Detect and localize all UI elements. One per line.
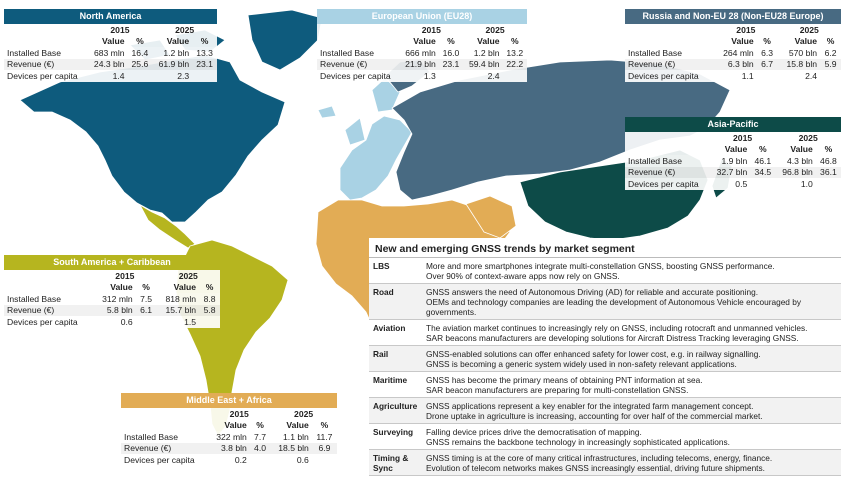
trends-panel	[369, 238, 841, 479]
trend-segment: Rail	[373, 349, 389, 359]
stat-label: Installed Base	[625, 155, 710, 167]
stat-label: Revenue (€)	[625, 167, 710, 179]
stat-label: Devices per capita	[625, 178, 710, 190]
value-2025: 4.3 bln	[775, 155, 815, 167]
pct-2015: 7.7	[250, 431, 270, 443]
pct-2015	[757, 70, 778, 82]
col-pct: %	[312, 420, 337, 432]
trend-line: Over 90% of context-aware apps now rely on GNSS.	[426, 271, 620, 281]
col-pct: %	[820, 36, 841, 48]
trend-row	[369, 450, 841, 476]
pct-2015	[250, 454, 270, 466]
pct-2025: 5.9	[820, 59, 841, 71]
pct-2025: 36.1	[816, 167, 841, 179]
value-2025: 61.9 bln	[152, 59, 192, 71]
value-2015: 0.6	[93, 316, 136, 328]
stat-row	[625, 178, 841, 190]
pct-2015: 16.4	[128, 47, 153, 59]
stat-row	[121, 431, 337, 443]
region-card-north-america	[4, 9, 217, 82]
col-value: Value	[714, 36, 757, 48]
col-value: Value	[778, 36, 821, 48]
stat-row	[625, 59, 841, 71]
value-2015: 683 mln	[88, 47, 128, 59]
region-title: European Union (EU28)	[317, 9, 527, 24]
stat-row	[4, 293, 220, 305]
pct-2015: 4.0	[250, 443, 270, 455]
stat-row	[317, 59, 527, 71]
pct-2025: 23.1	[192, 59, 217, 71]
stat-row	[4, 316, 220, 328]
trend-segment: Road	[373, 287, 394, 297]
col-value: Value	[775, 144, 815, 156]
value-2025: 1.1 bln	[270, 431, 312, 443]
trend-row	[369, 424, 841, 450]
region-title: Asia-Pacific	[625, 117, 841, 132]
trend-row	[369, 346, 841, 372]
year-2025-header: 2025	[157, 270, 220, 282]
col-value: Value	[463, 36, 502, 48]
pct-2025	[199, 316, 220, 328]
trend-segment: Surveying	[373, 427, 414, 437]
trend-text	[426, 424, 841, 449]
trend-line: GNSS answers the need of Autonomous Driving (AD) for reliable and accurate positioning.	[426, 287, 759, 297]
trend-line: More and more smartphones integrate multi-constellation GNSS, boosting GNSS performance.	[426, 261, 775, 271]
col-value: Value	[93, 282, 136, 294]
stat-label: Installed Base	[4, 293, 93, 305]
trend-line: GNSS-enabled solutions can offer enhanced safety for lower cost, e.g. in railway signalling.	[426, 349, 761, 359]
value-2015: 1.4	[88, 70, 128, 82]
year-2025-header: 2025	[778, 24, 841, 36]
value-2025: 59.4 bln	[463, 59, 502, 71]
col-pct: %	[136, 282, 157, 294]
trend-line: GNSS remains the backbone technology in increasingly sophisticated applications.	[426, 437, 730, 447]
pct-2025: 6.2	[820, 47, 841, 59]
region-stats-table	[317, 24, 527, 82]
trend-row	[369, 372, 841, 398]
value-2015: 1.3	[399, 70, 438, 82]
trend-line: Drone uptake in agriculture is increasing, accounting for over half of the commercial market.	[426, 411, 763, 421]
stat-row	[625, 155, 841, 167]
region-card-asia-pacific	[625, 117, 841, 190]
pct-2015: 34.5	[750, 167, 775, 179]
region-card-russia	[625, 9, 841, 82]
stat-label: Revenue (€)	[317, 59, 399, 71]
pct-2015: 6.1	[136, 305, 157, 317]
value-2025: 1.5	[157, 316, 200, 328]
col-pct: %	[816, 144, 841, 156]
col-pct: %	[439, 36, 463, 48]
value-2015: 5.8 bln	[93, 305, 136, 317]
stat-row	[121, 443, 337, 455]
col-pct: %	[757, 36, 778, 48]
value-2025: 1.2 bln	[463, 47, 502, 59]
value-2025: 2.4	[778, 70, 821, 82]
stat-row	[625, 47, 841, 59]
trend-line: SAR beacon manufacturers are preparing for multi-constellation GNSS.	[426, 385, 689, 395]
region-card-middle-east-africa	[121, 393, 337, 466]
stat-row	[4, 47, 217, 59]
pct-2025: 46.8	[816, 155, 841, 167]
pct-2025	[503, 70, 527, 82]
region-card-eu	[317, 9, 527, 82]
year-2025-header: 2025	[152, 24, 217, 36]
year-2015-header: 2015	[714, 24, 777, 36]
col-pct: %	[750, 144, 775, 156]
year-2015-header: 2015	[710, 132, 776, 144]
col-pct: %	[250, 420, 270, 432]
pct-2025: 6.9	[312, 443, 337, 455]
value-2025: 570 bln	[778, 47, 821, 59]
pct-2015	[750, 178, 775, 190]
col-value: Value	[152, 36, 192, 48]
trend-segment: Agriculture	[373, 401, 418, 411]
trend-line: Falling device prices drive the democratisation of mapping.	[426, 427, 642, 437]
stat-label: Installed Base	[121, 431, 208, 443]
trend-segment: Aviation	[373, 323, 406, 333]
stat-label: Devices per capita	[121, 454, 208, 466]
pct-2015: 23.1	[439, 59, 463, 71]
year-2015-header: 2015	[399, 24, 463, 36]
value-2015: 24.3 bln	[88, 59, 128, 71]
trends-title: New and emerging GNSS trends by market segment	[369, 238, 841, 258]
stat-row	[317, 70, 527, 82]
value-2015: 0.2	[208, 454, 250, 466]
stat-row	[4, 305, 220, 317]
pct-2015: 7.5	[136, 293, 157, 305]
value-2015: 1.9 bln	[710, 155, 750, 167]
region-stats-table	[625, 24, 841, 82]
pct-2025: 8.8	[199, 293, 220, 305]
region-title: North America	[4, 9, 217, 24]
trend-row	[369, 258, 841, 284]
stat-row	[4, 59, 217, 71]
trend-segment: Maritime	[373, 375, 408, 385]
stat-row	[121, 454, 337, 466]
trend-text	[426, 284, 841, 319]
trend-line: OEMs and technology companies are leading the development of Autonomous Vehicle encouraged by governments.	[426, 297, 801, 317]
pct-2015	[136, 316, 157, 328]
value-2025: 818 mln	[157, 293, 200, 305]
trend-line: GNSS applications represent a key enabler for the integrated farm management concept.	[426, 401, 754, 411]
year-2015-header: 2015	[208, 408, 270, 420]
trend-text	[426, 346, 841, 371]
stat-label: Installed Base	[4, 47, 88, 59]
trend-segment: LBS	[373, 261, 390, 271]
pct-2025: 22.2	[503, 59, 527, 71]
stat-label: Revenue (€)	[4, 59, 88, 71]
region-title: Middle East + Africa	[121, 393, 337, 408]
trend-line: The aviation market continues to increasingly rely on GNSS, including rotocraft and unmanned vehicles.	[426, 323, 808, 333]
trend-text	[426, 320, 841, 345]
col-value: Value	[270, 420, 312, 432]
col-value: Value	[88, 36, 128, 48]
value-2015: 6.3 bln	[714, 59, 757, 71]
trend-segment: Timing & Sync	[373, 453, 409, 473]
value-2025: 96.8 bln	[775, 167, 815, 179]
value-2015: 666 mln	[399, 47, 438, 59]
stat-label: Installed Base	[317, 47, 399, 59]
value-2015: 21.9 bln	[399, 59, 438, 71]
value-2025: 15.7 bln	[157, 305, 200, 317]
value-2015: 312 mln	[93, 293, 136, 305]
pct-2015: 25.6	[128, 59, 153, 71]
region-title: Russia and Non-EU 28 (Non-EU28 Europe)	[625, 9, 841, 24]
trend-line: GNSS is becoming a generic system widely used in non-safety relevant applications.	[426, 359, 737, 369]
trend-text	[426, 450, 841, 475]
trend-line: GNSS has become the primary means of obtaining PNT information at sea.	[426, 375, 703, 385]
stat-label: Devices per capita	[625, 70, 714, 82]
trend-row	[369, 284, 841, 320]
year-2015-header: 2015	[93, 270, 156, 282]
pct-2025: 13.2	[503, 47, 527, 59]
region-greenland	[248, 10, 322, 70]
stat-label: Revenue (€)	[4, 305, 93, 317]
trend-text	[426, 398, 841, 423]
value-2025: 1.0	[775, 178, 815, 190]
value-2015: 3.8 bln	[208, 443, 250, 455]
trend-row	[369, 320, 841, 346]
col-pct: %	[192, 36, 217, 48]
pct-2025	[816, 178, 841, 190]
value-2025: 1.2 bln	[152, 47, 192, 59]
value-2025: 2.4	[463, 70, 502, 82]
year-2025-header: 2025	[270, 408, 337, 420]
stat-label: Installed Base	[625, 47, 714, 59]
year-2025-header: 2025	[463, 24, 527, 36]
value-2015: 322 mln	[208, 431, 250, 443]
stat-row	[625, 70, 841, 82]
value-2015: 0.5	[710, 178, 750, 190]
region-card-south-america	[4, 255, 220, 328]
value-2015: 1.1	[714, 70, 757, 82]
trend-text	[426, 372, 841, 397]
pct-2015	[439, 70, 463, 82]
pct-2025	[192, 70, 217, 82]
pct-2015: 6.7	[757, 59, 778, 71]
value-2025: 2.3	[152, 70, 192, 82]
col-value: Value	[399, 36, 438, 48]
trends-list	[369, 258, 841, 476]
pct-2015: 6.3	[757, 47, 778, 59]
pct-2015: 16.0	[439, 47, 463, 59]
value-2015: 264 mln	[714, 47, 757, 59]
col-pct: %	[199, 282, 220, 294]
pct-2015	[128, 70, 153, 82]
stat-label: Devices per capita	[4, 70, 88, 82]
stat-label: Revenue (€)	[121, 443, 208, 455]
stat-row	[625, 167, 841, 179]
col-value: Value	[157, 282, 200, 294]
stat-label: Devices per capita	[317, 70, 399, 82]
pct-2025: 13.3	[192, 47, 217, 59]
pct-2025	[820, 70, 841, 82]
value-2025: 15.8 bln	[778, 59, 821, 71]
pct-2025	[312, 454, 337, 466]
col-value: Value	[208, 420, 250, 432]
region-stats-table	[4, 24, 217, 82]
value-2025: 0.6	[270, 454, 312, 466]
trend-text	[426, 258, 841, 283]
col-pct: %	[503, 36, 527, 48]
trend-line: GNSS timing is at the core of many critical infrastructures, including telecoms, energy, finance.	[426, 453, 773, 463]
stat-row	[4, 70, 217, 82]
stat-label: Revenue (€)	[625, 59, 714, 71]
region-title: South America + Caribbean	[4, 255, 220, 270]
stat-label: Devices per capita	[4, 316, 93, 328]
col-value: Value	[710, 144, 750, 156]
region-stats-table	[625, 132, 841, 190]
trend-line: Evolution of telecom networks makes GNSS increasingly essential, driving future shipments.	[426, 463, 765, 473]
pct-2025: 11.7	[312, 431, 337, 443]
value-2015: 32.7 bln	[710, 167, 750, 179]
region-stats-table	[4, 270, 220, 328]
col-pct: %	[128, 36, 153, 48]
year-2015-header: 2015	[88, 24, 153, 36]
stat-row	[317, 47, 527, 59]
pct-2015: 46.1	[750, 155, 775, 167]
value-2025: 18.5 bln	[270, 443, 312, 455]
trend-line: SAR beacons manufacturers are developing solutions for Aircraft Distress Tracking leveraging GNSS.	[426, 333, 799, 343]
pct-2025: 5.8	[199, 305, 220, 317]
year-2025-header: 2025	[775, 132, 841, 144]
trend-row	[369, 398, 841, 424]
region-stats-table	[121, 408, 337, 466]
